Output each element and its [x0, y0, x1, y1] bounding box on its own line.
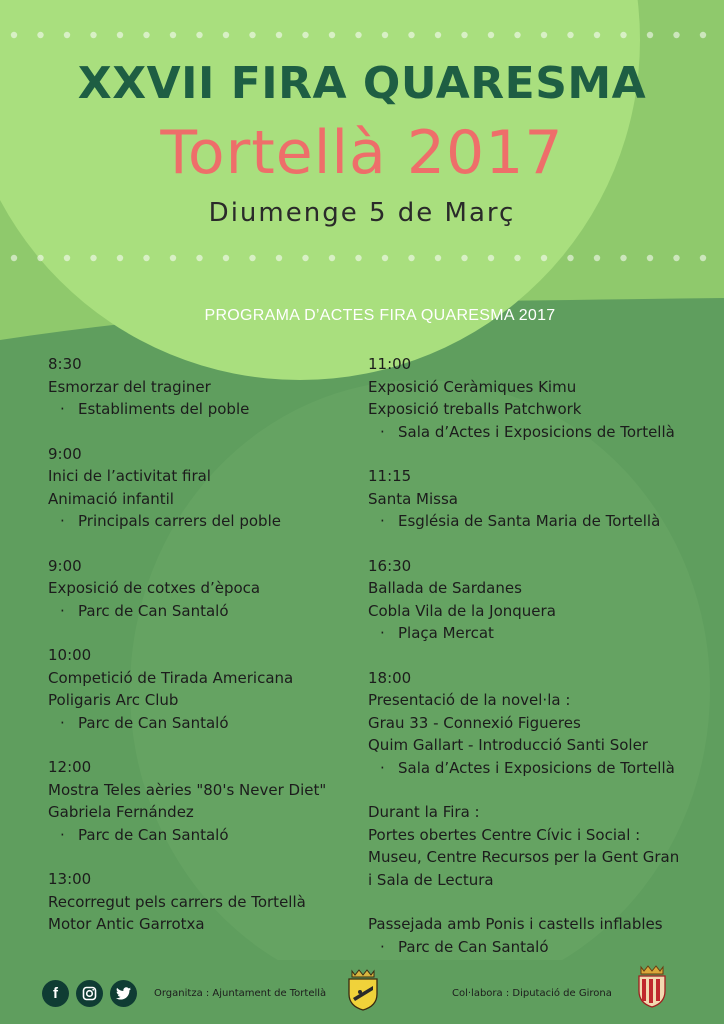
bullet-mark: · — [380, 937, 385, 956]
decorative-dot — [700, 255, 706, 261]
event-location-label: Parc de Can Santaló — [78, 825, 229, 844]
event-location-label: Església de Santa Maria de Tortellà — [398, 512, 661, 530]
event-description: Recorregut pels carrers de Tortellà — [48, 892, 306, 911]
bullet-mark: · — [60, 400, 65, 418]
decorative-dot — [355, 32, 361, 38]
event-location-label: Principals carrers del poble — [78, 512, 281, 530]
event-location-label: Sala d’Actes i Exposicions de Tortellà — [398, 422, 675, 441]
event-time: 12:00 — [48, 758, 92, 776]
event-description: Motor Antic Garrotxa — [48, 915, 205, 933]
dot-divider-bottom — [0, 253, 724, 263]
decorative-dot — [37, 32, 43, 38]
program-event — [368, 555, 708, 645]
twitter-icon[interactable] — [110, 980, 137, 1007]
decorative-dot — [276, 255, 282, 261]
event-time: 8:30 — [48, 355, 82, 373]
program-column-right — [368, 353, 708, 980]
decorative-dot — [673, 255, 679, 261]
event-description: Inici de l’activitat firal — [48, 467, 211, 485]
decorative-dot — [276, 32, 282, 38]
event-time: 11:00 — [368, 355, 412, 373]
decorative-dot — [620, 255, 626, 261]
collaborator-credit: Col·labora : Diputació de Girona — [452, 988, 612, 999]
event-location — [48, 600, 348, 623]
event-description: Poligaris Arc Club — [48, 691, 179, 709]
decorative-dot — [302, 32, 308, 38]
program-heading: PROGRAMA D’ACTES FIRA QUARESMA 2017 — [204, 307, 556, 324]
decorative-dot — [647, 32, 653, 38]
event-location — [48, 510, 348, 533]
event-location-label: Parc de Can Santaló — [398, 937, 549, 956]
decorative-dot — [514, 255, 520, 261]
event-time: 9:00 — [48, 444, 82, 463]
event-description: Gabriela Fernández — [48, 803, 194, 821]
bullet-mark: · — [380, 624, 385, 642]
decorative-dot — [117, 32, 123, 38]
event-title: XXVII FIRA QUARESMA — [77, 58, 647, 109]
event-subtitle: Tortellà 2017 — [160, 118, 564, 188]
bullet-mark: · — [60, 512, 65, 530]
decorative-dot — [143, 255, 149, 261]
decorative-dot — [567, 32, 573, 38]
decorative-dot — [117, 255, 123, 261]
event-description: Mostra Teles aèries "80's Never Diet" — [48, 780, 327, 799]
decorative-dot — [673, 32, 679, 38]
decorative-dot — [541, 32, 547, 38]
event-location-label: Sala d’Actes i Exposicions de Tortellà — [398, 758, 675, 777]
event-description: Portes obertes Centre Cívic i Social : — [368, 825, 641, 844]
event-description: Quim Gallart - Introducció Santi Soler — [368, 736, 648, 754]
decorative-dot — [594, 255, 600, 261]
decorative-dot — [11, 32, 17, 38]
decorative-dot — [170, 255, 176, 261]
decorative-dot — [143, 32, 149, 38]
program-event — [368, 353, 708, 443]
decorative-dot — [567, 255, 573, 261]
decorative-dot — [435, 255, 441, 261]
instagram-icon[interactable] — [76, 980, 103, 1007]
facebook-glyph: f — [53, 985, 58, 1002]
decorative-dot — [64, 255, 70, 261]
decorative-dot — [700, 32, 706, 38]
tortella-coat-of-arms-icon — [346, 968, 380, 1012]
organizer-credit: Organitza : Ajuntament de Tortellà — [154, 988, 327, 999]
program-event — [368, 667, 708, 780]
decorative-dot — [382, 32, 388, 38]
program-event — [368, 801, 708, 891]
decorative-dot — [90, 255, 96, 261]
event-description: Grau 33 - Connexió Figueres — [368, 713, 581, 732]
program-event — [48, 756, 348, 846]
dot-divider-top — [0, 30, 724, 40]
decorative-dot — [488, 32, 494, 38]
event-location — [368, 936, 708, 959]
event-description: Passejada amb Ponis i castells inflables — [368, 915, 663, 933]
event-location — [368, 622, 708, 645]
event-location — [48, 712, 348, 735]
decorative-dot — [249, 32, 255, 38]
decorative-dot — [196, 255, 202, 261]
decorative-dot — [647, 255, 653, 261]
decorative-dot — [64, 32, 70, 38]
event-location-label: Establiments del poble — [78, 400, 250, 418]
decorative-dot — [408, 255, 414, 261]
event-location — [368, 510, 708, 533]
event-location — [368, 757, 708, 780]
event-location-label: Parc de Can Santaló — [78, 713, 229, 732]
bullet-mark: · — [380, 758, 385, 777]
decorative-dot — [196, 32, 202, 38]
decorative-dot — [541, 255, 547, 261]
decorative-dot — [435, 32, 441, 38]
program-event — [48, 644, 348, 734]
event-description: Durant la Fira : — [368, 803, 480, 821]
program-column-left — [48, 353, 348, 958]
decorative-dot — [408, 32, 414, 38]
decorative-dot — [249, 255, 255, 261]
event-time: 10:00 — [48, 646, 92, 664]
event-location — [368, 421, 708, 444]
program-event — [48, 868, 348, 936]
bullet-mark: · — [60, 713, 65, 732]
decorative-dot — [382, 255, 388, 261]
program-event — [368, 465, 708, 533]
decorative-dot — [223, 255, 229, 261]
decorative-dot — [461, 32, 467, 38]
event-description: Cobla Vila de la Jonquera — [368, 601, 556, 620]
event-description: Ballada de Sardanes — [368, 579, 522, 597]
decorative-dot — [329, 255, 335, 261]
event-location — [48, 398, 348, 421]
event-time: 16:30 — [368, 556, 412, 575]
event-description: Exposició treballs Patchwork — [368, 400, 582, 418]
event-location-label: Parc de Can Santaló — [78, 601, 229, 620]
event-description: i Sala de Lectura — [368, 870, 494, 889]
event-description: Animació infantil — [48, 489, 174, 508]
decorative-dot — [223, 32, 229, 38]
program-event — [48, 443, 348, 533]
event-description: Exposició de cotxes d’època — [48, 579, 261, 597]
bullet-mark: · — [60, 601, 65, 620]
event-location — [48, 824, 348, 847]
girona-coat-of-arms-icon — [636, 963, 668, 1009]
program-event — [48, 353, 348, 421]
program-event — [368, 913, 708, 958]
event-date: Diumenge 5 de Març — [208, 198, 516, 228]
event-time: 18:00 — [368, 668, 412, 687]
decorative-dot — [37, 255, 43, 261]
decorative-dot — [329, 32, 335, 38]
decorative-dot — [170, 32, 176, 38]
decorative-dot — [620, 32, 626, 38]
event-time: 13:00 — [48, 870, 92, 888]
program-event — [48, 555, 348, 623]
event-description: Presentació de la novel·la : — [368, 691, 571, 709]
event-description: Museu, Centre Recursos per la Gent Gran — [368, 848, 680, 866]
bullet-mark: · — [380, 512, 385, 530]
facebook-icon[interactable] — [42, 980, 69, 1007]
decorative-dot — [302, 255, 308, 261]
event-location-label: Plaça Mercat — [398, 624, 494, 642]
event-description: Esmorzar del traginer — [48, 377, 211, 396]
instagram-glyph — [82, 986, 97, 1001]
event-description: Exposició Ceràmiques Kimu — [368, 377, 577, 396]
event-description: Competició de Tirada Americana — [48, 668, 294, 687]
bullet-mark: · — [380, 422, 385, 441]
event-description: Santa Missa — [368, 489, 458, 508]
decorative-dot — [11, 255, 17, 261]
bullet-mark: · — [60, 825, 65, 844]
twitter-glyph — [116, 987, 131, 1000]
decorative-dot — [90, 32, 96, 38]
decorative-dot — [355, 255, 361, 261]
decorative-dot — [514, 32, 520, 38]
event-time: 11:15 — [368, 467, 412, 485]
event-time: 9:00 — [48, 556, 82, 575]
decorative-dot — [461, 255, 467, 261]
decorative-dot — [594, 32, 600, 38]
decorative-dot — [488, 255, 494, 261]
